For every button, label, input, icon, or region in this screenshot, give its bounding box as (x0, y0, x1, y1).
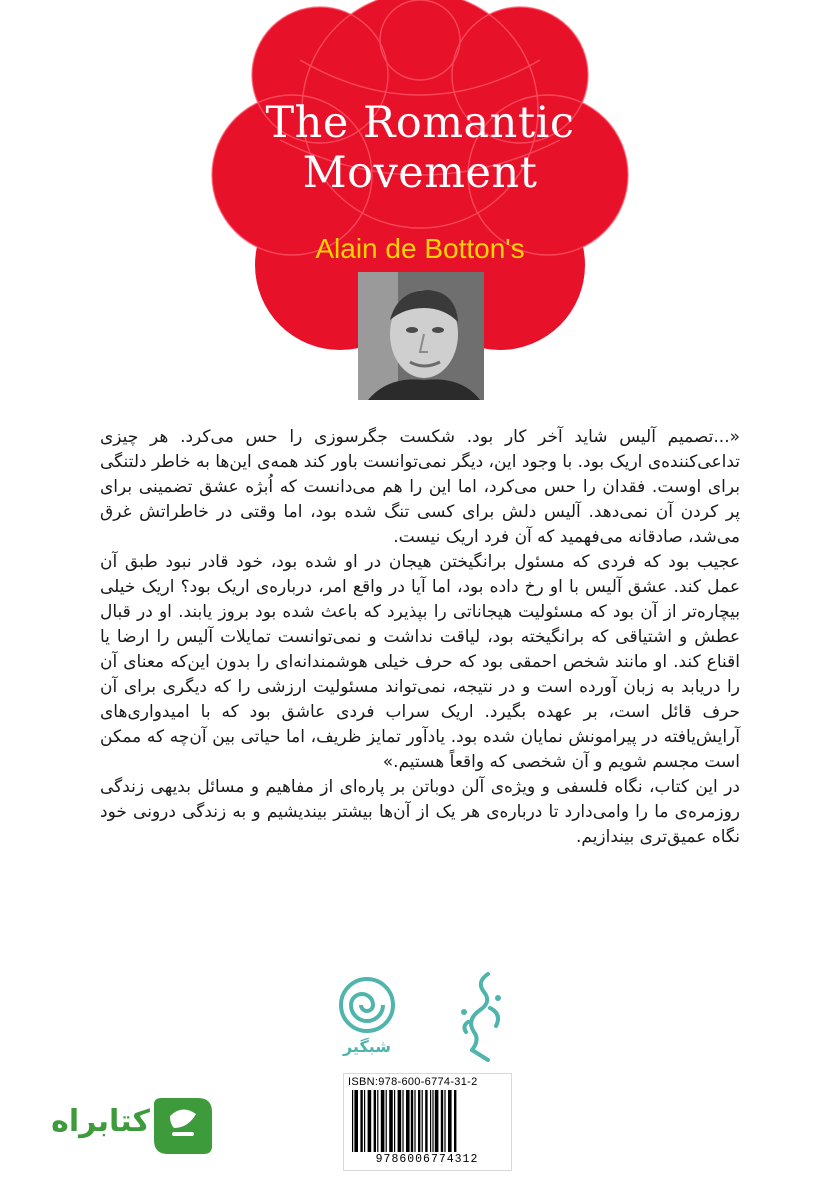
blurb-paragraph: «...تصمیم آلیس شاید آخر کار بود. شکست جگرسوزی را حس می‌کرد. هر چیزی تداعی‌کننده‌ی اریک بود. با وجود این، دیگر نمی‌توانست باور کند همه‌ی این‌ها به خاطر دلتنگی برای اوست. فقدان را حس می‌کرد، اما این را هم می‌دانست که اُبژه عشق تضمینی برای پر کردن آن نمی‌دهد. آلیس دلش برای کسی تنگ شده بود، اما وقتی در خاطراتش غرق می‌شد، صادقانه می‌فهمید که آن فرد اریک نیست. (100, 427, 740, 547)
barcode-bar (414, 1090, 415, 1152)
barcode-bar (374, 1090, 376, 1152)
blurb-paragraph: عجیب بود که فردی که مسئول برانگیختن هیجان در او شده بود، خود قادر نبود طبق آن عمل کند. عشق آلیس با او رخ داده بود، اما آیا در واقع امر، درباره‌ی اریک بود؟ اریک خیلی بیچاره‌تر از آن بود که مسئولیت هیجاناتی را بپذیرد که باعث شده بود بروز یابند. او در قبال عطش و اشتیاقی که برانگیخته بود، لیاقت نداشت و نمی‌توانست تمایلات آلیس را ارضا یا اقناع کند. او مانند شخص احمقی بود که حرف خیلی هوشمندانه‌ای را بدون این‌که معنای آن را دریابد به زبان آورده است و در نتیجه، نمی‌تواند مسئولیت ارزشی را که دیگری برای آن حرف قائل است، بر عهده بگیرد. اریک سراب فردی عاشق بود که با امیدواری‌های آرایش‌یافته در پیرامونش نمایان شده بود. یادآور تمایز ظریف، اما حیاتی بین آن‌چه که ممکن است مجسم شویم و آن شخصی که واقعاً هستیم.» (100, 552, 740, 772)
book-title-line-1: The Romantic (265, 98, 575, 148)
ean-digits: 9786006774312 (375, 1153, 479, 1166)
publisher-logo (336, 975, 398, 1067)
author-portrait (358, 272, 484, 400)
publisher-name: شبگیر (342, 1037, 392, 1056)
barcode-bar (406, 1090, 410, 1152)
barcode-bar (364, 1090, 365, 1152)
barcode-bar (381, 1090, 385, 1152)
barcode-bar (360, 1090, 362, 1152)
watermark-logo (38, 1094, 218, 1158)
barcode-bar (402, 1090, 403, 1152)
isbn-label: ISBN:978-600-6774-31-2 (348, 1076, 478, 1088)
barcode-bar (368, 1090, 372, 1152)
book-title-line-2: Movement (302, 148, 538, 198)
barcode-bar (444, 1090, 445, 1152)
barcode-bar (435, 1090, 439, 1152)
barcode-bar (432, 1090, 433, 1152)
barcode-bar (352, 1090, 353, 1152)
barcode-bar (354, 1090, 358, 1152)
blurb-paragraph: در این کتاب، نگاه فلسفی و ویژه‌ی آلن دوباتن بر پاره‌ای از مفاهیم و مسائل بدیهی زندگی روزمره‌ی ما را وامی‌دارد تا درباره‌ی هر یک از آن‌ها بیشتر بیندیشیم و به زندگی درونی خود نگاه عمیق‌تری بیندازیم. (100, 777, 740, 847)
barcode-bar (454, 1090, 456, 1152)
barcode-bars (350, 1090, 504, 1152)
barcode-bar (425, 1090, 427, 1152)
barcode-bar (441, 1090, 443, 1152)
book-leaf-icon (148, 1094, 218, 1158)
barcode-bar (377, 1090, 378, 1152)
barcode-bar (422, 1090, 423, 1152)
spiral-logo-icon (336, 975, 398, 1035)
watermark-brand: کتابراه (51, 1104, 150, 1139)
barcode-bar (411, 1090, 413, 1152)
barcode-bar (389, 1090, 393, 1152)
isbn-barcode (343, 1073, 512, 1171)
barcode-bar (430, 1090, 431, 1152)
barcode-bar (394, 1090, 395, 1152)
barcode-bar (418, 1090, 420, 1152)
barcode-bar (398, 1090, 402, 1152)
back-cover-blurb (100, 425, 740, 850)
barcode-bar (448, 1090, 452, 1152)
barcode-bar (386, 1090, 387, 1152)
calligraphy-logo-icon (458, 968, 508, 1066)
author-name: Alain de Botton's (315, 233, 525, 264)
